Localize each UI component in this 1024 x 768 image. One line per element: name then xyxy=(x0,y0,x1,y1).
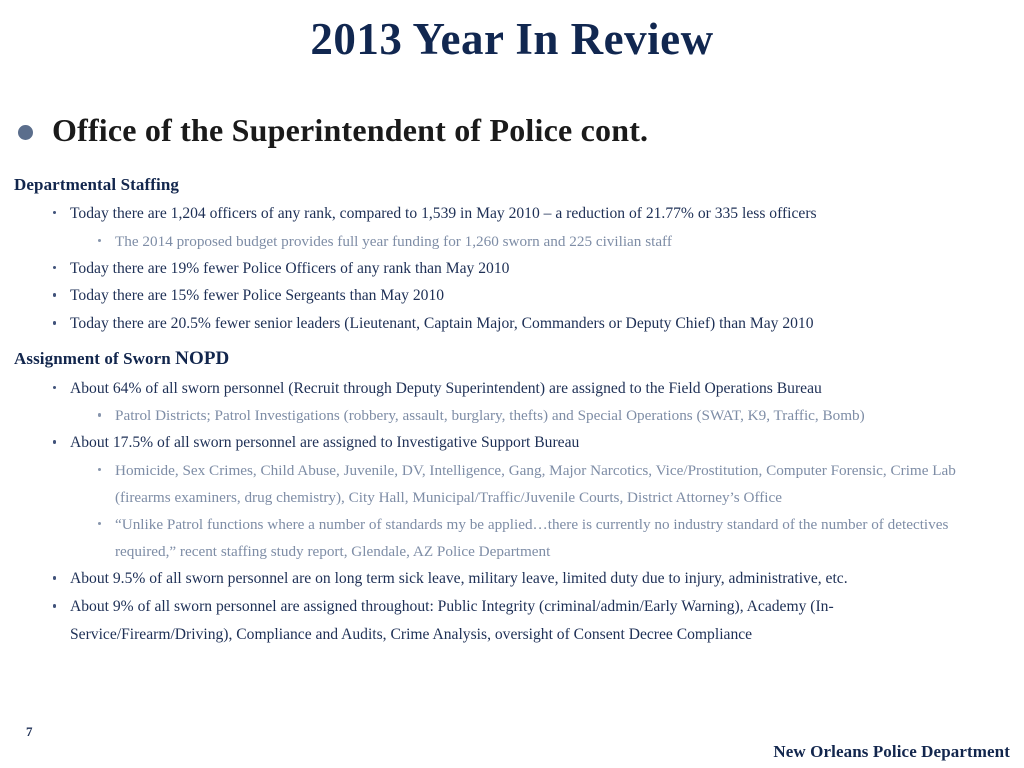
bullet-dot-icon xyxy=(98,522,101,525)
list-item xyxy=(98,228,958,255)
bullet-list-assignment-of-sworn-nopd xyxy=(0,375,1024,649)
bullet-circle-icon xyxy=(18,125,33,140)
list-item xyxy=(53,565,962,593)
bullet-dot-icon xyxy=(53,266,56,269)
bullet-dot-icon xyxy=(53,440,56,443)
list-item xyxy=(98,511,958,565)
list-item xyxy=(53,375,962,403)
list-item xyxy=(98,402,958,429)
bullet-dot-icon xyxy=(53,386,56,389)
bullet-dot-icon xyxy=(53,293,56,296)
list-item xyxy=(98,457,958,511)
list-item-text: About 9% of all sworn personnel are assigned throughout: Public Integrity (criminal/admin/Early Warning), Academy (In-Service/Firearm/Driving), Compliance and Audits, Crime Analysis, oversight of Consent Decree Compliance xyxy=(70,598,834,643)
bullet-dot-icon xyxy=(53,321,56,324)
list-item-text: About 64% of all sworn personnel (Recruit through Deputy Superintendent) are assigned to the Field Operations Bureau xyxy=(70,379,822,397)
section-heading-departmental-staffing: Departmental Staffing xyxy=(14,175,179,194)
list-item xyxy=(53,282,962,310)
bullet-dot-icon xyxy=(98,468,101,471)
list-item-text: Patrol Districts; Patrol Investigations (robbery, assault, burglary, thefts) and Special Operations (SWAT, K9, Traffic, Bomb) xyxy=(115,407,865,425)
section-heading-assignment-of-sworn-nopd xyxy=(14,346,1024,372)
bullet-dot-icon xyxy=(53,576,56,579)
list-item xyxy=(53,593,962,649)
list-item-text: Today there are 15% fewer Police Sergeants than May 2010 xyxy=(70,287,445,305)
section-heading-emphasis: NOPD xyxy=(175,347,230,369)
list-item-text: Today there are 19% fewer Police Officers of any rank than May 2010 xyxy=(70,259,510,277)
list-item-text: About 17.5% of all sworn personnel are assigned to Investigative Support Bureau xyxy=(70,434,580,452)
list-item-text: The 2014 proposed budget provides full year funding for 1,260 sworn and 225 civilian staff xyxy=(115,232,672,250)
level1-heading-row xyxy=(18,112,994,149)
footer-organization-label: New Orleans Police Department xyxy=(773,742,1010,761)
list-item-text: Homicide, Sex Crimes, Child Abuse, Juvenile, DV, Intelligence, Gang, Major Narcotics, Vice/Prostitution, Computer Forensic, Crime Lab (firearms examiners, drug chemistry), City Hall, Municipal/Traffic/Juvenile Courts, District Attorney’s Office xyxy=(115,462,956,507)
list-item xyxy=(53,310,962,338)
page-number: 7 xyxy=(26,724,33,739)
bullet-dot-icon xyxy=(98,413,101,416)
list-item-text: “Unlike Patrol functions where a number of standards my be applied…there is currently no industry standard of the number of detectives required,” recent staffing study report, Glendale, AZ Police Department xyxy=(115,516,949,561)
section-heading-text: Assignment of Sworn xyxy=(14,348,176,368)
slide-body xyxy=(0,174,1024,649)
level1-heading-label: Office of the Superintendent of Police cont. xyxy=(52,112,649,148)
list-item-text: Today there are 20.5% fewer senior leaders (Lieutenant, Captain Major, Commanders or Deputy Chief) than May 2010 xyxy=(70,315,814,333)
page-title: 2013 Year In Review xyxy=(310,14,714,64)
bullet-dot-icon xyxy=(98,239,101,242)
list-item xyxy=(53,429,962,457)
list-item xyxy=(53,255,962,283)
list-item-text: About 9.5% of all sworn personnel are on long term sick leave, military leave, limited duty due to injury, administrative, etc. xyxy=(70,570,848,588)
bullet-dot-icon xyxy=(53,604,56,607)
list-item-text: Today there are 1,204 officers of any rank, compared to 1,539 in May 2010 – a reduction of 21.77% or 335 less officers xyxy=(70,204,817,222)
bullet-dot-icon xyxy=(53,211,56,214)
bullet-list-departmental-staffing xyxy=(0,200,1024,338)
list-item xyxy=(53,200,962,228)
